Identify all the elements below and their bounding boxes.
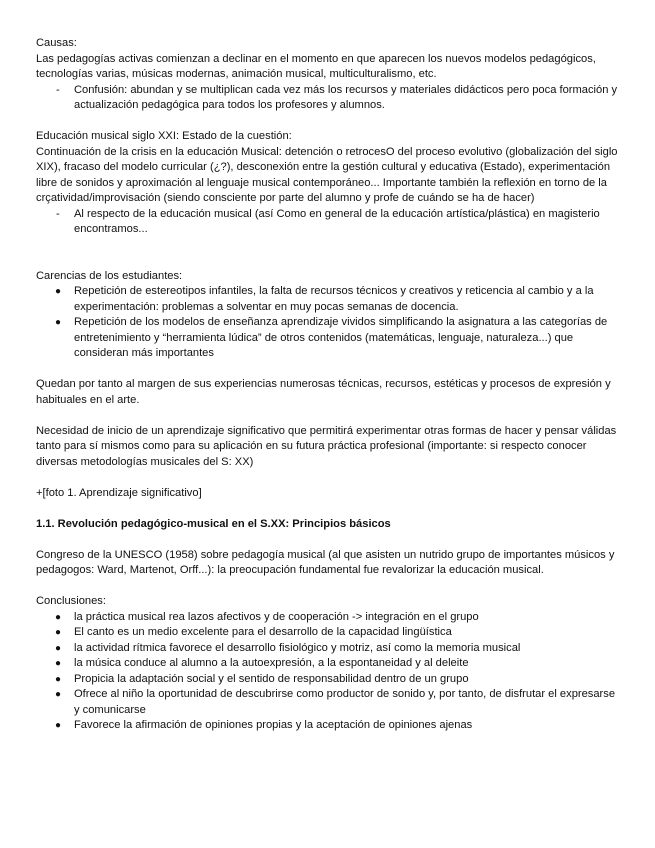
bullet-marker: ● (55, 689, 62, 700)
section-heading: 1.1. Revolución pedagógico-musical en el S.XX: Principios básicos (36, 517, 391, 530)
list-item (36, 625, 620, 641)
list-item (36, 718, 620, 734)
bullet-marker: ● (55, 627, 62, 638)
list-item (36, 610, 620, 626)
list-item-text: la música conduce al alumno a la autoexpresión, a la espontaneidad y al deleite (74, 657, 469, 669)
list-item-text: Repetición de estereotipos infantiles, la falta de recursos técnicos y creativos y reticencia al cambio y a la experimentación: problemas a solventar en muy pocas semanas de docencia. (74, 285, 594, 313)
bullet-marker: ● (55, 673, 62, 685)
list-item-text: Propicia la adaptación social y el sentido de responsabilidad dentro de un grupo (74, 672, 469, 685)
causas-list (36, 83, 620, 114)
list-item (36, 656, 620, 672)
list-item (36, 207, 620, 238)
bullet-marker: ● (55, 658, 62, 669)
quedan-paragraph: Quedan por tanto al margen de sus experiencias numerosas técnicas, recursos, estéticas y procesos de expresión y habituales en el arte. (36, 378, 611, 406)
congreso-paragraph: Congreso de la UNESCO (1958) sobre pedagogía musical (al que asisten un nutrido grupo de importantes músicos y pedagogos: Ward, Martenot, Orff...): la preocupación fundamental fue revalorizar la educación musical. (36, 548, 615, 576)
causas-label: Causas: (36, 37, 77, 49)
list-item (36, 641, 620, 657)
list-item-text: Ofrece al niño la oportunidad de descubrirse como productor de sonido y, por tanto, de disfrutar el expresarse y comunicarse (74, 688, 616, 716)
list-item-text: Repetición de los modelos de enseñanza aprendizaje vividos simplificando la asignatura a las categorías de entretenimiento y “herramienta lúdica” de otros contenidos (matemáticas, lenguaje, naturaleza...) que consideran más importantes (74, 316, 608, 359)
dash-marker: - (56, 207, 60, 220)
siglo-xxi-list (36, 207, 620, 238)
bullet-marker: ● (55, 286, 62, 297)
list-item (36, 284, 620, 315)
conclusiones-list (36, 610, 620, 734)
bullet-marker: ● (55, 317, 62, 328)
list-item (36, 83, 620, 114)
conclusiones-label: Conclusiones: (36, 595, 106, 607)
list-item (36, 687, 620, 718)
list-item-text: Favorece la afirmación de opiniones propias y la aceptación de opiniones ajenas (74, 719, 473, 731)
necesidad-paragraph: Necesidad de inicio de un aprendizaje significativo que permitirá experimentar otras formas de hacer y pensar válidas tanto para sí mismos como para su aplicación en su futura práctica profesional (importante: si respecto conocer diversas metodologías musicales del S: XX) (36, 424, 617, 468)
foto-caption: +[foto 1. Aprendizaje significativo] (36, 486, 202, 499)
list-item-text: Al respecto de la educación musical (así Como en general de la educación artística/plástica) en magisterio encontramos... (74, 207, 600, 235)
list-item-text: El canto es un medio excelente para el desarrollo de la capacidad lingüística (74, 626, 452, 638)
causas-text: Las pedagogías activas comienzan a declinar en el momento en que aparecen los nuevos modelos pedagógicos, tecnologías varias, músicas modernas, animación musical, multiculturalismo, etc. (36, 52, 596, 80)
carencias-list (36, 284, 620, 362)
list-item-text: Confusión: abundan y se multiplican cada vez más los recursos y materiales didácticos pero poca formación y actualización pedagógica para todos los profesores y alumnos. (74, 83, 618, 111)
bullet-marker: ● (55, 642, 62, 654)
siglo-xxi-text: Continuación de la crisis en la educación Musical: detención o retrocesO del proceso evolutivo (globalización del siglo XIX), fracaso del modelo curricular (¿?), desconexión entre la gestión cultural y educativa (Estado), experimentación libre de sonidos y aproximación al lenguaje musical contemporáneo... Importante también la reflexión en torno de la crçatividad/improvisación (siendo consciente por parte del alumno y profe de cuándo se ha de hacer) (36, 145, 618, 204)
bullet-marker: ● (55, 720, 62, 731)
list-item-text: la actividad rítmica favorece el desarrollo fisiológico y motriz, así como la memoria musical (74, 641, 521, 654)
carencias-label: Carencias de los estudiantes: (36, 269, 183, 282)
list-item (36, 315, 620, 362)
dash-marker: - (56, 83, 60, 96)
list-item-text: la práctica musical rea lazos afectivos y de cooperación -> integración en el grupo (74, 610, 479, 623)
list-item (36, 672, 620, 688)
bullet-marker: ● (55, 611, 62, 623)
siglo-xxi-label: Educación musical siglo XXI: Estado de la cuestión: (36, 130, 292, 142)
document-page (36, 36, 620, 734)
